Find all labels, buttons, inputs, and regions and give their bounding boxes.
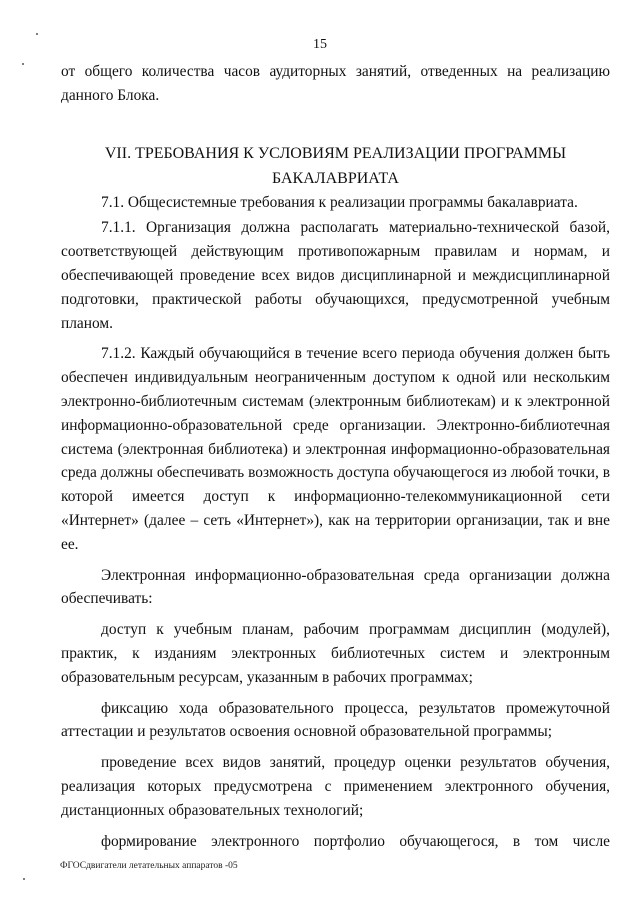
intro-paragraph: от общего количества часов аудиторных занятий, отведенных на реализацию данного Блока. (61, 63, 610, 104)
list-item-conduct: проведение всех видов занятий, процедур оценки результатов обучения, реализация которых предусмотрена с применением электронного обучения, дистанционных образовательных технологий; (61, 754, 610, 819)
scan-speck (36, 33, 38, 35)
scan-speck (22, 63, 24, 65)
footer-note: ФГОСдвигатели летательных аппаратов -05 (60, 861, 238, 871)
list-item-portfolio: формирование электронного портфолио обучающегося, в том числе (101, 832, 610, 850)
page-number: 15 (313, 37, 327, 52)
section-heading (61, 141, 610, 191)
list-item-fixation: фиксацию хода образовательного процесса, результатов промежуточной аттестации и результатов освоения основной образовательной программы; (61, 699, 610, 741)
paragraph-7-1-1: 7.1.1. Организация должна располагать материально-технической базой, соответствующей действующим противопожарным правилам и нормам, и обеспечивающей проведение всех видов дисциплинарной и междисциплинарной подготовки, практической работы обучающихся, предусмотренной учебным планом. (61, 219, 610, 332)
paragraph-7-1-2: 7.1.2. Каждый обучающийся в течение всего периода обучения должен быть обеспечен индивидуальным неограниченным доступом к одной или нескольким электронно-библиотечным системам (электронным библиотекам) и к электронной информационно-образовательной среде организации. Электронно-библиотечная система (электронная библиотека) и электронная информационно-образовательная среда должны обеспечивать возможность доступа обучающегося из любой точки, в которой имеется доступ к информационно-телекоммуникационной сети «Интернет» (далее – сеть «Интернет»), как на территории организации, так и вне ее. (61, 345, 610, 553)
list-item-access: доступ к учебным планам, рабочим программам дисциплин (модулей), практик, к изданиям электронных библиотечных систем и электронным образовательным ресурсам, указанным в рабочих программах; (61, 621, 610, 686)
section-heading-line-1: VII. ТРЕБОВАНИЯ К УСЛОВИЯМ РЕАЛИЗАЦИИ ПРОГРАММЫ (104, 144, 567, 162)
section-heading-line-2: БАКАЛАВРИАТА (272, 169, 399, 187)
page-content (61, 60, 610, 853)
paragraph-environment: Электронная информационно-образовательная среда организации должна обеспечивать: (61, 566, 610, 608)
paragraph-7-1: 7.1. Общесистемные требования к реализации программы бакалавриата. (101, 193, 578, 211)
scan-speck (23, 878, 25, 880)
